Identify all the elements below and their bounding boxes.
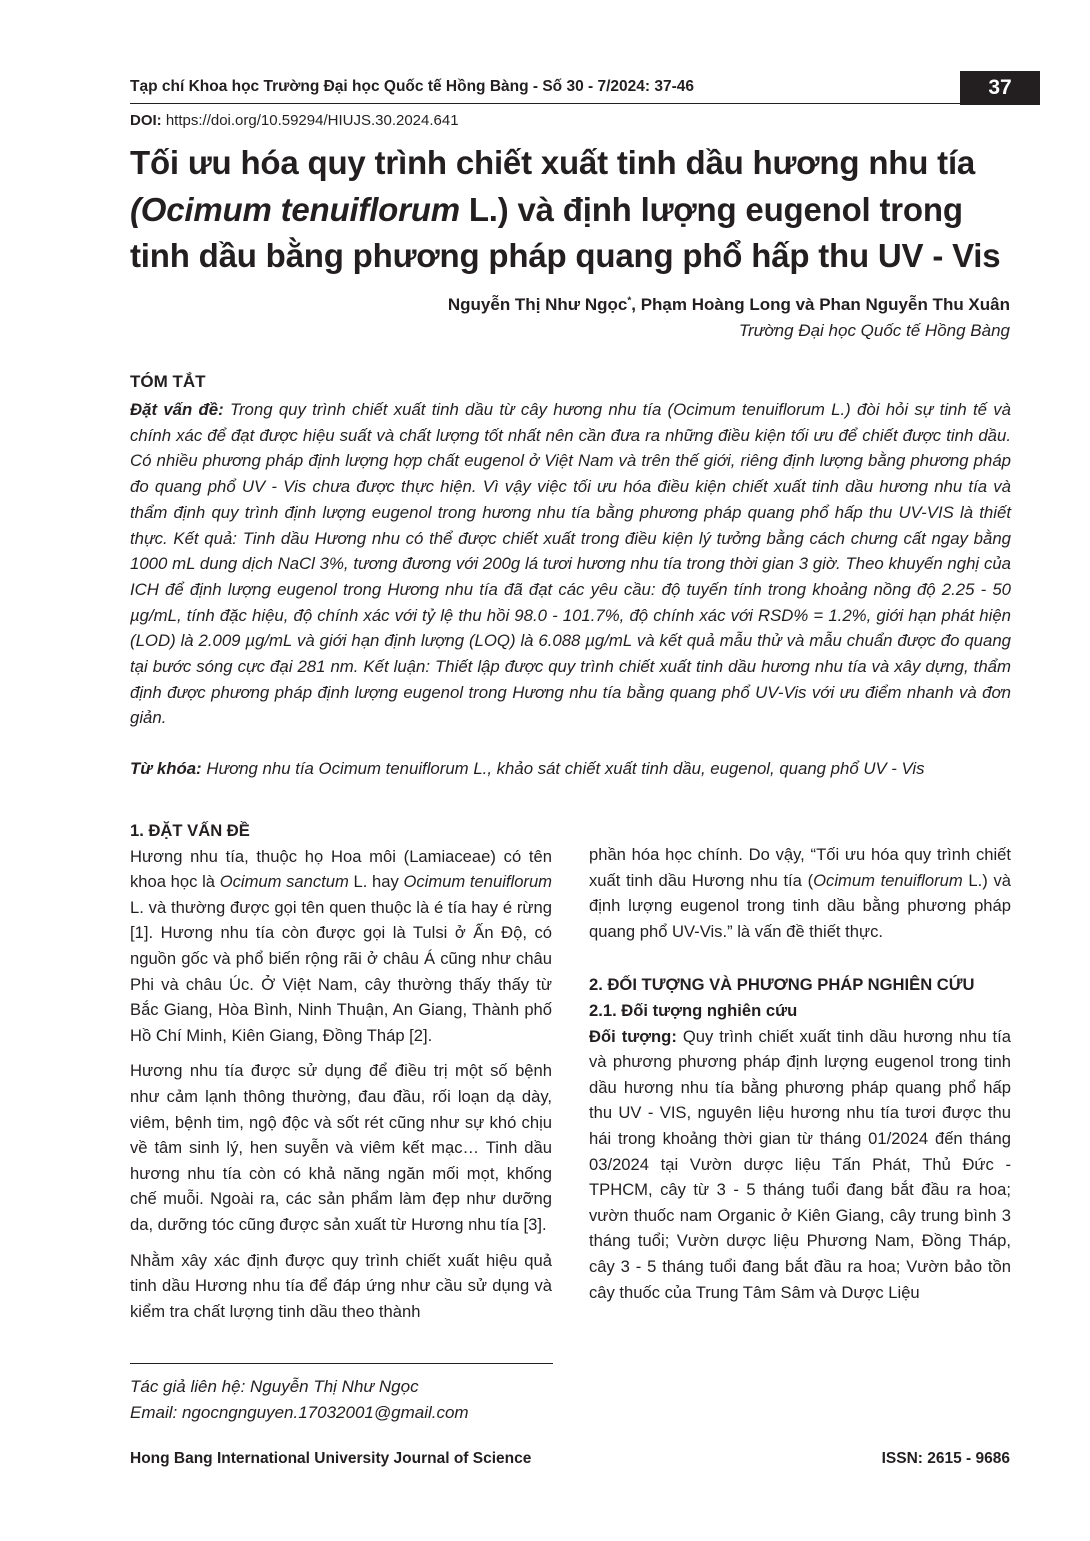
section1-heading: 1. ĐẶT VẤN ĐỀ [130,821,250,840]
authors [448,295,1010,315]
author-rest: , Phạm Hoàng Long và Phan Nguyễn Thu Xuân [631,295,1010,314]
abstract-label-results: Kết quả: [173,528,237,548]
section1-paragraph2: Hương nhu tía được sử dụng để điều trị một số bệnh như cảm lạnh thông thường, đau đầu, rối loạn dạ dày, viêm, bệnh tim, ngộ độc và sốt rét cũng như sự khó chịu về tâm sinh lý, hen suyễn và viêm kết mạc… Tinh dầu hương nhu tía còn có khả năng ngăn mối mọt, khống chế muỗi. Ngoài ra, các sản phẩm làm đẹp như dưỡng da, dưỡng tóc cũng được sản xuất từ Hương nhu tía [3]. [130,1061,552,1234]
abstract-label-conclusion: Kết luận: [363,657,431,677]
doi-line [130,112,459,129]
abstract-text-background: Trong quy trình chiết xuất tinh dầu từ cây hương nhu tía (Ocimum tenuiflorum L.) đòi hỏi sự tinh tế và chính xác để đạt được hiệu suất và chất lượng tốt nhất nên cần đưa ra những điều kiện tối ưu để chiết được tinh dầu. Có nhiều phương pháp định lượng hợp chất eugenol ở Việt Nam và trên thế giới, riêng định lượng bằng phương pháp đo quang phổ UV - Vis chưa được thực hiện. Vì vậy việc tối ưu hóa điều kiện chiết xuất tinh dầu hương nhu tía và thẩm định quy trình định lượng eugenol trong hương nhu tía bằng phương pháp quang phổ hấp thu UV-VIS là thiết thực. [130,400,1011,548]
section1-paragraph4 [589,842,1011,944]
section1-paragraph3: Nhằm xây xác định được quy trình chiết xuất hiệu quả tinh dầu Hương nhu tía để đáp ứng như cầu sử dụng và kiểm tra chất lượng tinh dầu theo thành [130,1250,552,1321]
section2-paragraph1 [589,1024,1011,1306]
left-column [130,818,552,1334]
s1p1-e: L. và thường được gọi tên quen thuộc là é tía hay é rừng [1]. Hương nhu tía còn được gọi là Tulsi ở Ấn Độ, có nguồn gốc và phổ biến rộng rãi ở châu Á cũng như châu Phi và châu Úc. Ở Việt Nam, cây thường thấy thấy từ Bắc Giang, Hòa Bình, Ninh Thuận, An Giang, Thành phố Hồ Chí Minh, Kiên Giang, Đồng Tháp [2]. [130,897,552,1045]
footer-issn: ISSN: 2615 - 9686 [881,1450,1010,1467]
corresponding-mark: * [627,295,632,307]
affiliation: Trường Đại học Quốc tế Hồng Bàng [738,321,1010,340]
footnote-author: Tác giả liên hệ: Nguyễn Thị Như Ngọc [130,1377,419,1396]
journal-header: Tạp chí Khoa học Trường Đại học Quốc tế Hồng Bàng - Số 30 - 7/2024: 37-46 [130,78,694,95]
keywords-text: Hương nhu tía Ocimum tenuiflorum L., khảo sát chiết xuất tinh dầu, eugenol, quang phổ UV - Vis [201,759,925,778]
s1p1-species-2: Ocimum tenuiflorum [403,872,552,892]
keywords [130,759,1011,779]
title-part1: Tối ưu hóa quy trình chiết xuất tinh dầu hương nhu tía [130,144,976,181]
abstract-label-background: Đặt vấn đề: [130,400,224,419]
title-part3: tinh dầu bằng phương pháp quang phổ hấp thu UV - Vis [130,237,1001,274]
abstract-text-conclusion: Thiết lập được quy trình chiết xuất tinh dầu hương nhu tía và xây dựng, thẩm định được phương pháp định lượng eugenol trong Hương nhu tía bằng quang phổ UV-Vis với ưu điểm nhanh và đơn giản. [130,657,1011,728]
section2-subheading: 2.1. Đối tượng nghiên cứu [589,1000,798,1020]
footnote [130,1374,469,1426]
header-rule [130,103,960,104]
s1p1-species-1: Ocimum sanctum [219,872,349,892]
footer-journal: Hong Bang International University Journal of Science [130,1450,532,1467]
s1p4-a: phần hóa học chính. Do vậy, “Tối ưu hóa quy trình chiết xuất tinh dầu Hương nhu tía ( [589,845,1011,890]
abstract-text-results: Tinh dầu Hương nhu có thể được chiết xuất trong điều kiện lý tưởng bằng cách chưng cất ngay bằng 1000 mL dung dịch NaCl 3%, tương đương với 200g lá tươi hương nhu tía trong thời gian 3 giờ. Theo khuyến nghị của ICH để định lượng eugenol trong Hương nhu tía đã đạt các yêu cầu: độ tuyến tính trong khoảng nồng độ 2.25 - 50 µg/mL, tính đặc hiệu, độ chính xác với tỷ lệ thu hồi 98.0 - 101.7%, độ chính xác với RSD% = 1.2%, giới hạn phát hiện (LOD) là 2.009 µg/mL và giới hạn định lượng (LOQ) là 6.088 µg/mL và kết quả mẫu thử và mẫu chuẩn được đo quang tại bước sóng cực đại 281 nm. [130,528,1011,677]
s2p1-label: Đối tượng: [589,1026,677,1046]
title-part2: L.) và định lượng eugenol trong [459,190,963,228]
doi-link[interactable]: https://doi.org/10.59294/HIUJS.30.2024.641 [165,112,459,129]
doi-label: DOI: [130,112,162,129]
s1p1-c: L. hay [348,872,404,892]
s1p4-species: Ocimum tenuiflorum [813,870,963,890]
keywords-label: Từ khóa: [130,759,202,778]
title-species: (Ocimum tenuiflorum [130,190,460,228]
abstract-heading: TÓM TẮT [130,372,206,391]
page-number: 37 [960,71,1040,105]
section1-paragraph1 [130,844,552,1049]
footnote-email[interactable]: Email: ngocngnguyen.17032001@gmail.com [130,1403,469,1422]
article-title [130,140,1030,280]
right-column [589,842,1011,1315]
section2-heading: 2. ĐỐI TƯỢNG VÀ PHƯƠNG PHÁP NGHIÊN CỨU [589,975,975,995]
author-first: Nguyễn Thị Như Ngọc [447,295,628,314]
s2p1-text: Quy trình chiết xuất tinh dầu hương nhu tía và phương phương pháp định lượng eugenol trong tinh dầu hương nhu tía bằng phương pháp quang phổ hấp thu UV - VIS, nguyên liệu hương nhu tía tươi được thu hái trong khoảng thời gian từ tháng 01/2024 đến tháng 03/2024 tại Vườn dược liệu Tấn Phát, Thủ Đức - TPHCM, cây từ 3 - 5 tháng tuổi đang bắt đầu ra hoa; vườn thuốc nam Organic ở Kiên Giang, cây trung bình 3 tháng tuổi; Vườn dược liệu Phương Nam, Đồng Tháp, cây 3 - 5 tháng tuổi đang bắt đầu ra hoa; Vườn bảo tồn cây thuốc của Trung Tâm Sâm và Dược Liệu [589,1026,1012,1302]
s1p1-a: Hương nhu tía, thuộc họ Hoa môi (Lamiaceae) có tên khoa học là [130,846,552,892]
footnote-rule [130,1363,553,1364]
s1p4-c: L.) và định lượng eugenol trong tinh dầu bằng phương pháp quang phổ UV-Vis.” là vấn đề thiết thực. [589,870,1011,941]
abstract-body [130,397,1011,731]
